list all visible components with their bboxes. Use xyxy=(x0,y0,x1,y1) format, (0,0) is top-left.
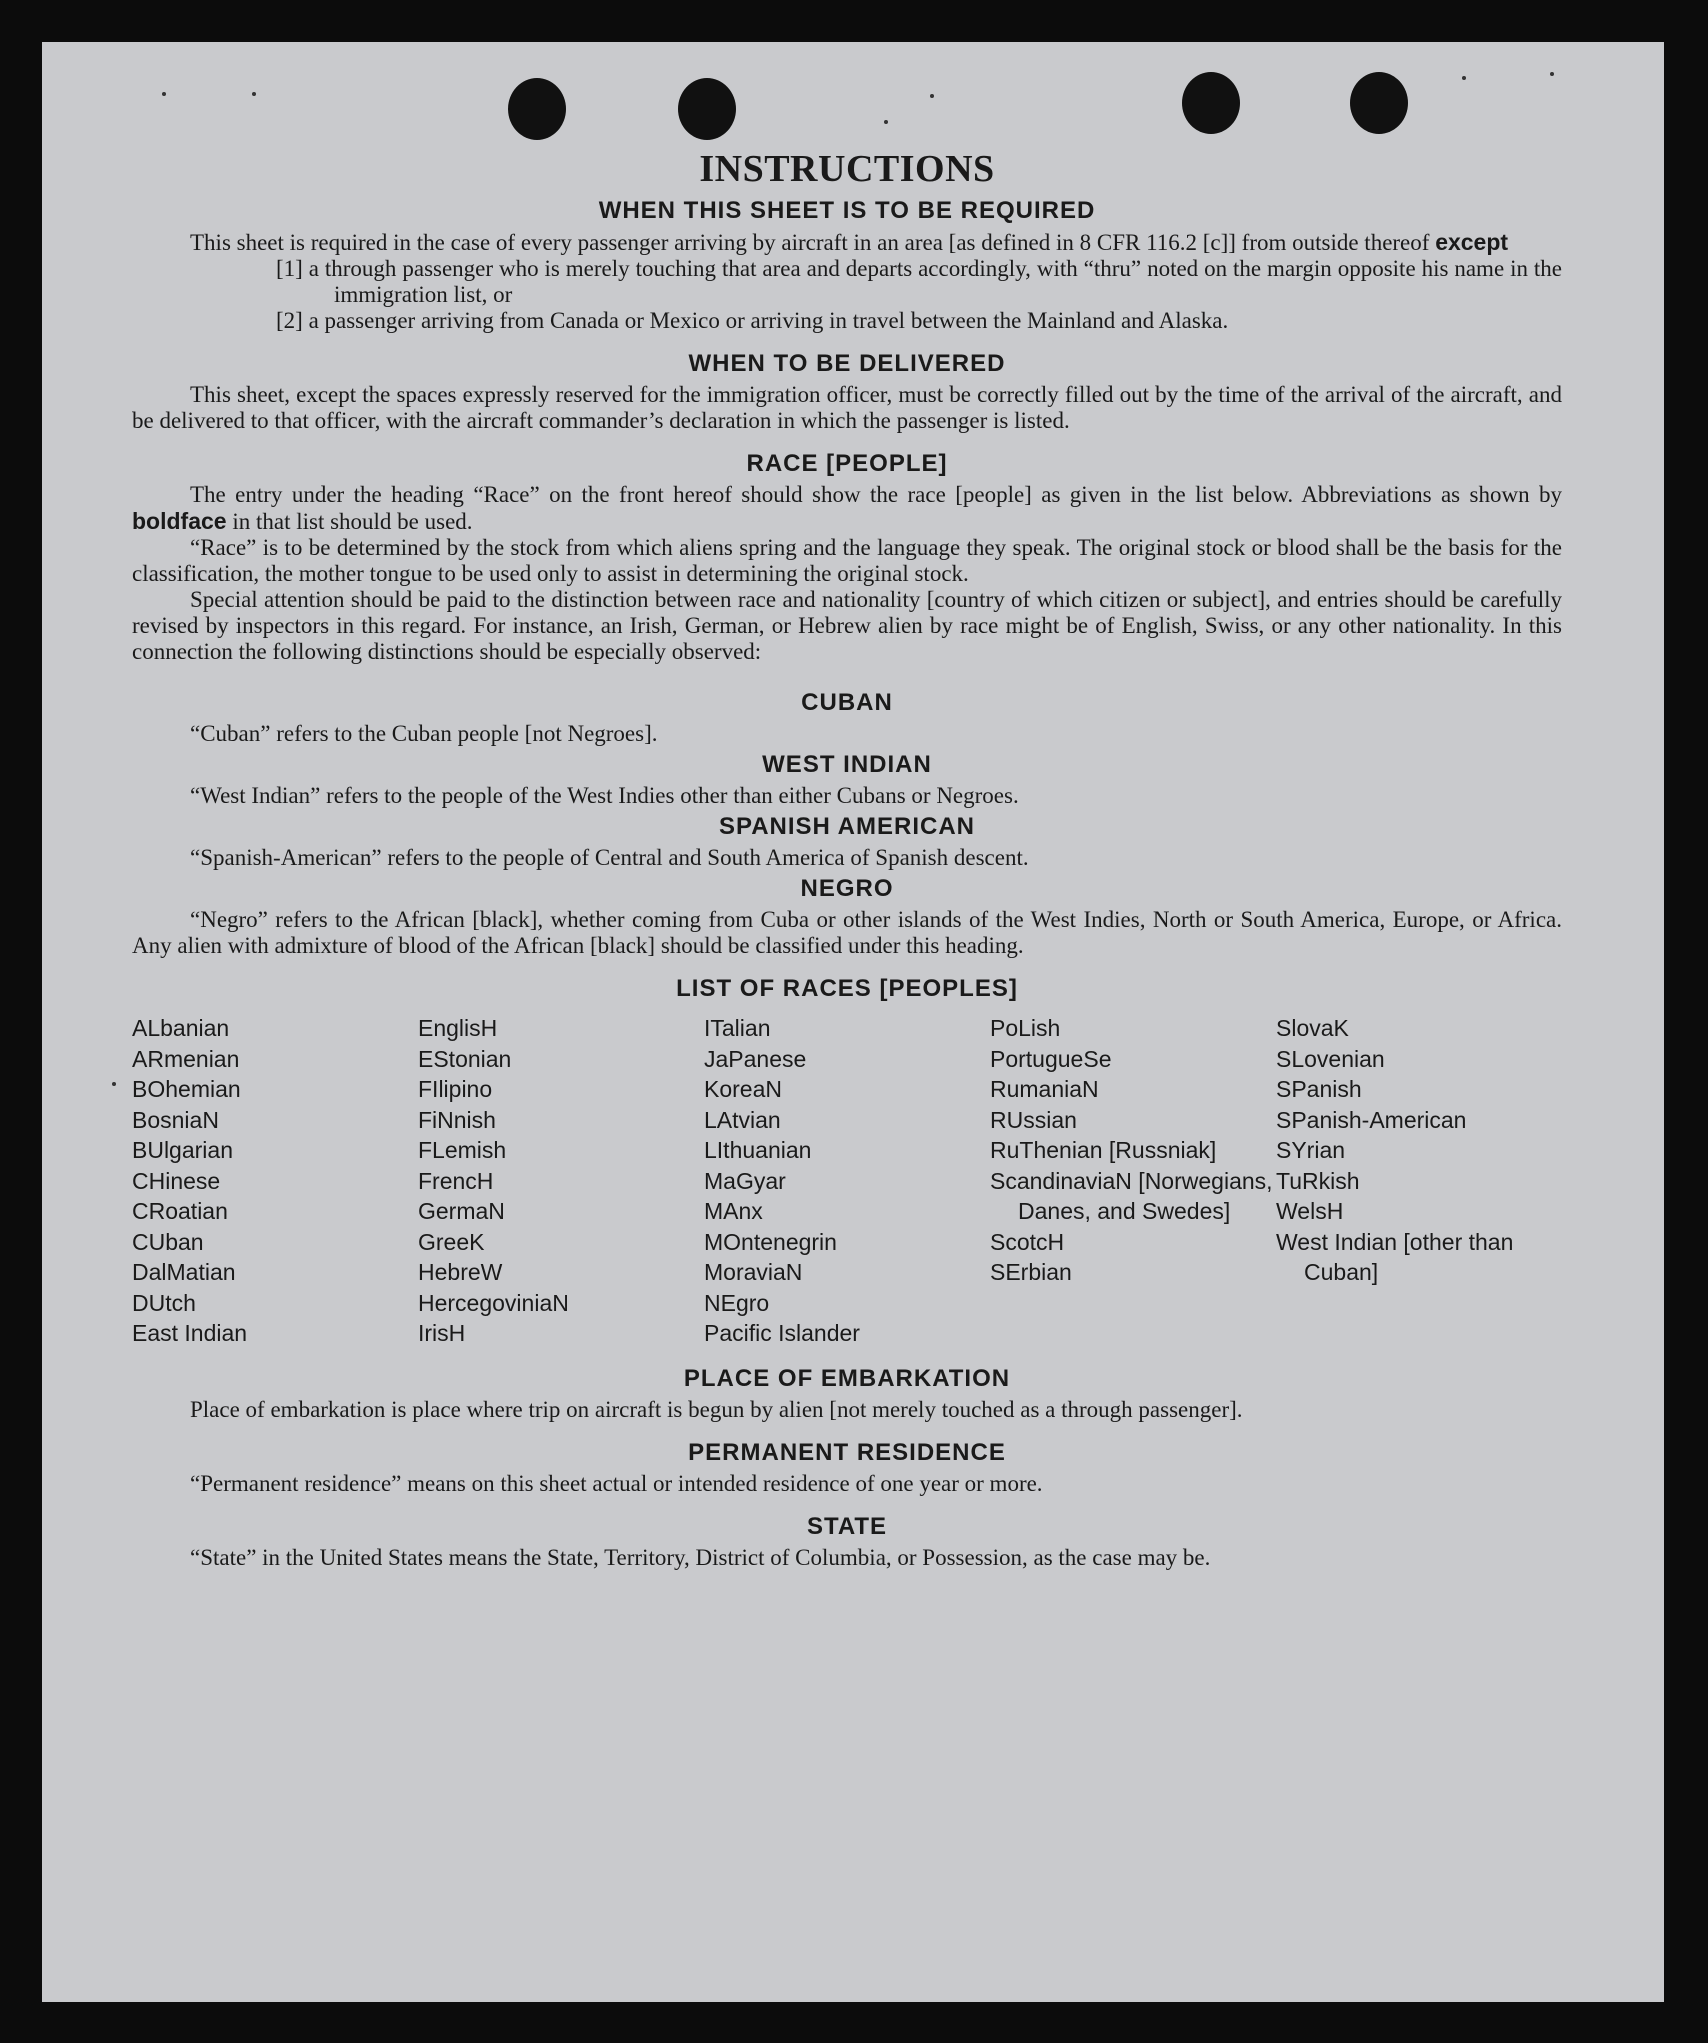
west-indian-text: “West Indian” refers to the people of the West Indies other than either Cubans or Negroes. xyxy=(190,783,1019,808)
race-list xyxy=(132,1013,1562,1349)
heading-cuban: CUBAN xyxy=(801,689,893,716)
race-entry: LAtvian xyxy=(704,1106,781,1133)
race-entry: SPanish-American xyxy=(1276,1106,1467,1133)
race-entry: ITalian xyxy=(704,1015,771,1041)
heading-embarkation: PLACE OF EMBARKATION xyxy=(683,1364,1011,1392)
race-entry: MoraviaN xyxy=(704,1259,803,1285)
punch-hole xyxy=(1182,72,1240,134)
race-entry: MaGyar xyxy=(704,1167,786,1194)
race-entry: IrisH xyxy=(418,1320,466,1346)
race-column xyxy=(1276,1013,1562,1349)
heading-state: STATE xyxy=(806,1512,888,1540)
race-entry: EnglisH xyxy=(418,1015,498,1041)
race-column xyxy=(704,1013,990,1349)
race-entry: RUssian xyxy=(990,1106,1077,1133)
race-entry: PoLish xyxy=(990,1015,1061,1041)
race-entry: CRoatian xyxy=(132,1198,228,1224)
heading-when-required: WHEN THIS SHEET IS TO BE REQUIRED xyxy=(598,197,1096,224)
race-entry: SlovaK xyxy=(1276,1015,1349,1041)
race-entry: RuThenian [Russniak] xyxy=(990,1137,1217,1163)
punch-hole xyxy=(508,78,566,140)
delivered-text: This sheet, except the spaces expressly reserved for the immigration officer, must be correctly filled out by the time of the arrival of the aircraft, and be delivered to that officer, with the aircraft commander’s declaration in which the passenger is listed. xyxy=(132,382,1562,433)
race-entry: GreeK xyxy=(418,1228,485,1255)
race-entry: WelsH xyxy=(1276,1198,1344,1224)
race-entry: HebreW xyxy=(418,1259,503,1285)
race-entry: ScandinaviaN [Norwegians, Danes, and Swedes] xyxy=(990,1167,1273,1224)
heading-permanent-residence: PERMANENT RESIDENCE xyxy=(688,1438,1006,1466)
heading-west-indian: WEST INDIAN xyxy=(762,751,932,778)
cuban-text: “Cuban” refers to the Cuban people [not Negroes]. xyxy=(190,721,658,746)
heading-race: RACE [PEOPLE] xyxy=(746,450,948,477)
except-bold: except xyxy=(1435,229,1509,255)
punch-hole xyxy=(1350,72,1408,134)
race-entry: ALbanian xyxy=(132,1015,230,1041)
race-entry: FIlipino xyxy=(418,1076,493,1102)
race-column xyxy=(990,1013,1276,1349)
race-entry: TuRkish xyxy=(1276,1167,1360,1194)
race-entry: West Indian [other than Cuban] xyxy=(1276,1228,1514,1285)
race-entry: SErbian xyxy=(990,1259,1072,1285)
heading-negro: NEGRO xyxy=(800,875,894,902)
race-entry: KoreaN xyxy=(704,1076,782,1102)
race-entry: JaPanese xyxy=(704,1045,807,1072)
race-entry: HercegoviniaN xyxy=(418,1289,569,1316)
embarkation-text: Place of embarkation is place where trip on aircraft is begun by alien [not merely touched as a through passenger]. xyxy=(190,1396,1243,1422)
page-title: INSTRUCTIONS xyxy=(699,148,995,190)
race-entry: ScotcH xyxy=(990,1228,1065,1255)
race-entry: FrencH xyxy=(418,1167,494,1194)
race-entry: GermaN xyxy=(418,1198,505,1224)
punch-hole xyxy=(678,78,736,140)
race-entry: MAnx xyxy=(704,1198,763,1224)
heading-when-delivered: WHEN TO BE DELIVERED xyxy=(688,350,1006,377)
race-entry: EStonian xyxy=(418,1045,512,1072)
document-page xyxy=(42,42,1664,2002)
race-entry: Pacific Islander xyxy=(704,1320,860,1346)
race-entry: MOntenegrin xyxy=(704,1228,837,1255)
race-entry: NEgro xyxy=(704,1289,770,1316)
race-entry: FLemish xyxy=(418,1137,507,1163)
document-content xyxy=(132,147,1562,1571)
required-item-2: [2] a passenger arriving from Canada or Mexico or arriving in travel between the Mainland and Alaska. xyxy=(276,308,1229,333)
race-entry: FiNnish xyxy=(418,1106,496,1133)
race-entry: BUlgarian xyxy=(132,1137,233,1163)
race-entry: BOhemian xyxy=(132,1076,241,1102)
race-entry: CHinese xyxy=(132,1167,221,1194)
required-intro: This sheet is required in the case of every passenger arriving by aircraft in an area [as defined in 8 CFR 116.2 [c]] from outside thereof except xyxy=(190,229,1509,255)
boldface-word: boldface xyxy=(132,508,227,534)
race-entry: DalMatian xyxy=(132,1259,236,1285)
race-entry: BosniaN xyxy=(132,1106,219,1133)
race-paragraph-2: “Race” is to be determined by the stock from which aliens spring and the language they speak. The original stock or blood shall be the basis for the classification, the mother tongue to be used only to assist in determining the original stock. xyxy=(132,535,1562,586)
heading-list-of-races: LIST OF RACES [PEOPLES] xyxy=(676,975,1018,1002)
state-text: “State” in the United States means the State, Territory, District of Columbia, or Possession, as the case may be. xyxy=(190,1544,1211,1570)
heading-spanish-american: SPANISH AMERICAN xyxy=(718,813,975,840)
race-column xyxy=(132,1013,418,1349)
required-item-1: [1] a through passenger who is merely touching that area and departs accordingly, with “thru” noted on the margin opposite his name in the immigration list, or xyxy=(276,256,1562,307)
race-entry: ARmenian xyxy=(132,1045,240,1072)
residence-text: “Permanent residence” means on this sheet actual or intended residence of one year or more. xyxy=(190,1470,1043,1496)
race-column xyxy=(418,1013,704,1349)
race-entry: East Indian xyxy=(132,1320,248,1346)
race-entry: CUban xyxy=(132,1228,204,1255)
race-entry: RumaniaN xyxy=(990,1076,1099,1102)
race-entry: SYrian xyxy=(1276,1137,1346,1163)
race-entry: PortugueSe xyxy=(990,1045,1112,1072)
race-paragraph-3: Special attention should be paid to the distinction between race and nationality [country of which citizen or subject], and entries should be carefully revised by inspectors in this regard. For instance, an Irish, German, or Hebrew alien by race might be of English, Swiss, or any other nationality. In this connection the following distinctions should be especially observed: xyxy=(132,587,1562,664)
race-paragraph-1: The entry under the heading “Race” on the front hereof should show the race [people] as given in the list below. Abbreviations as shown by boldface in that list should be used. xyxy=(132,482,1562,534)
race-entry: LIthuanian xyxy=(704,1137,812,1163)
race-entry: SPanish xyxy=(1276,1076,1362,1102)
race-entry: SLovenian xyxy=(1276,1045,1385,1072)
race-entry: DUtch xyxy=(132,1289,196,1316)
negro-text: “Negro” refers to the African [black], whether coming from Cuba or other islands of the West Indies, North or South America, Europe, or Africa. Any alien with admixture of blood of the African [black] should be classified under this heading. xyxy=(132,907,1562,958)
spanish-american-text: “Spanish-American” refers to the people of Central and South America of Spanish descent. xyxy=(190,845,1029,870)
